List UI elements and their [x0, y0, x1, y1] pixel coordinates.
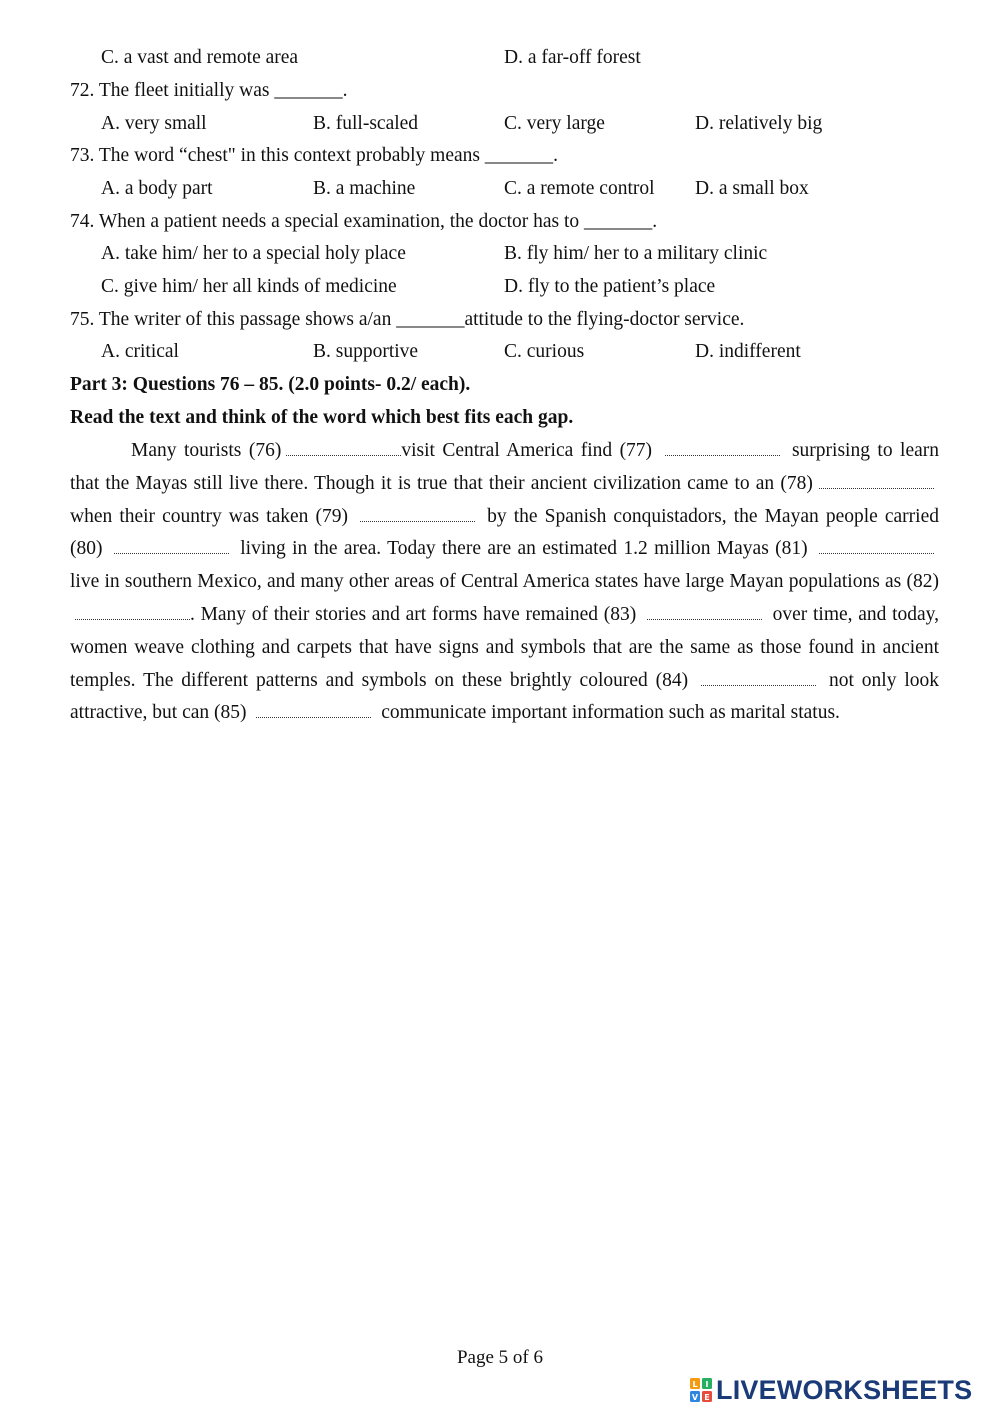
- passage-text: communicate important information such as marital status.: [381, 702, 840, 724]
- q73-option-b: B. a machine: [313, 178, 416, 199]
- gap-81[interactable]: [819, 547, 934, 554]
- svg-text:L: L: [692, 1380, 698, 1389]
- q75-stem: 75. The writer of this passage shows a/an _______attitude to the flying-doctor service.: [70, 309, 745, 330]
- q73-option-c: C. a remote control: [504, 178, 655, 199]
- gap-83[interactable]: [647, 613, 762, 620]
- svg-text:V: V: [691, 1393, 699, 1402]
- q75-option-c: C. curious: [504, 341, 585, 362]
- passage-text: by the Spanish conquistadors, the Mayan people carried (80): [70, 505, 939, 560]
- q73-option-a: A. a body part: [101, 178, 213, 199]
- passage-text: live in southern Mexico, and many other areas of Central America states have large Mayan populations as (82): [70, 571, 939, 593]
- q75-option-d: D. indifferent: [695, 341, 801, 362]
- q72-stem: 72. The fleet initially was _______.: [70, 80, 348, 101]
- gap-78[interactable]: [819, 482, 934, 489]
- liveworksheets-brand: [690, 1376, 972, 1404]
- liveworksheets-logo-icon: [690, 1378, 712, 1402]
- passage-text: not only look attractive, but can (85): [70, 669, 940, 724]
- gap-79[interactable]: [360, 515, 475, 522]
- passage-text: visit Central America find (77): [401, 440, 653, 461]
- cloze-passage: [70, 435, 939, 730]
- passage-text: living in the area. Today there are an estimated 1.2 million Mayas (81): [240, 538, 808, 560]
- q73-stem: 73. The word “chest" in this context probably means _______.: [70, 145, 558, 166]
- q75-option-a: A. critical: [101, 341, 179, 362]
- q71-option-d: D. a far-off forest: [504, 47, 641, 68]
- q72-option-a: A. very small: [101, 113, 207, 134]
- brand-name: LIVEWORKSHEETS: [716, 1374, 973, 1405]
- q71-option-c: C. a vast and remote area: [101, 47, 299, 68]
- q73-option-d: D. a small box: [695, 178, 809, 199]
- q74-option-c: C. give him/ her all kinds of medicine: [101, 276, 397, 297]
- svg-text:E: E: [704, 1393, 710, 1402]
- q74-option-a: A. take him/ her to a special holy place: [101, 243, 406, 264]
- q74-option-d: D. fly to the patient’s place: [504, 276, 716, 297]
- passage-text: over time, and today, women weave clothing and carpets that have signs and symbols that are the same as those found in ancient temples. The different patterns and symbols on these brightly coloured (84): [70, 603, 940, 691]
- q72-option-b: B. full-scaled: [313, 113, 419, 134]
- page-number: Page 5 of 6: [456, 1347, 543, 1368]
- gap-76[interactable]: [286, 449, 401, 456]
- part3-instruction: Read the text and think of the word which best fits each gap.: [70, 407, 574, 428]
- passage-text: . Many of their stories and art forms have remained (83): [190, 603, 637, 625]
- part3-heading: Part 3: Questions 76 – 85. (2.0 points- 0.2/ each).: [70, 374, 471, 395]
- gap-77[interactable]: [665, 449, 780, 456]
- passage-text: Many tourists (76): [131, 440, 282, 461]
- gap-84[interactable]: [701, 679, 816, 686]
- gap-85[interactable]: [256, 711, 371, 718]
- passage-text: surprising to learn that the Mayas still live there. Though it is true that their ancient civilization came to an (78): [70, 440, 940, 494]
- q72-option-c: C. very large: [504, 113, 605, 134]
- q72-option-d: D. relatively big: [695, 113, 823, 134]
- q74-stem: 74. When a patient needs a special examination, the doctor has to _______.: [70, 211, 658, 232]
- q74-option-b: B. fly him/ her to a military clinic: [504, 243, 768, 264]
- q75-option-b: B. supportive: [313, 341, 419, 362]
- gap-80[interactable]: [114, 547, 229, 554]
- gap-82[interactable]: [75, 613, 190, 620]
- passage-text: when their country was taken (79): [70, 505, 348, 527]
- svg-text:I: I: [705, 1380, 709, 1389]
